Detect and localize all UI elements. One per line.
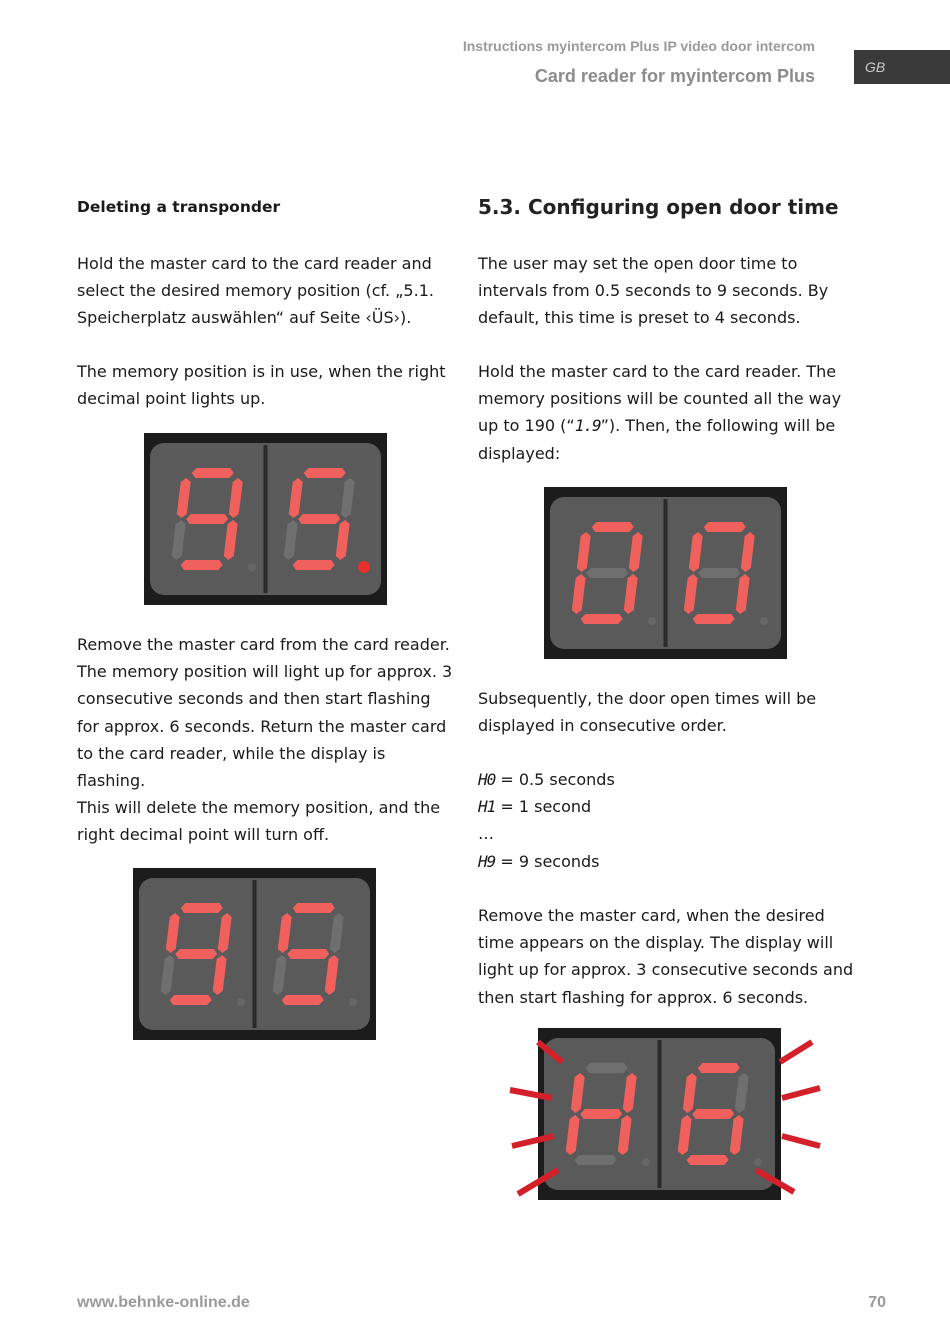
segment-a	[704, 522, 746, 532]
segment-a	[304, 468, 346, 478]
list-item: …	[478, 824, 494, 844]
segment-a	[592, 522, 634, 532]
segment-g	[287, 949, 329, 959]
right-text-1: The user may set the open door time to intervals from 0.5 seconds to 9 seconds. By default, this time is preset to 4 seconds.	[478, 254, 829, 328]
display-95	[133, 868, 376, 1040]
list-item: H9 = 9 seconds	[478, 851, 600, 871]
display-95-dot	[144, 433, 387, 605]
right-paragraph-4	[478, 902, 858, 1011]
right-text-4: Remove the master card, when the desired time appears on the display. The display will light up for approx. 3 consecutive seconds and then start flashing for approx. 6 seconds.	[478, 906, 854, 1007]
display-h6-flashing	[538, 1028, 781, 1200]
segment-g	[698, 568, 740, 578]
decimal-point	[642, 1158, 650, 1166]
right-paragraph-1	[478, 250, 858, 332]
segment-code: H0	[478, 770, 496, 789]
segment-d	[293, 560, 335, 570]
decimal-point	[349, 998, 357, 1006]
segment-a	[698, 1063, 740, 1073]
segment-d	[693, 614, 735, 624]
left-text-3: Remove the master card from the card reader. The memory position will light up for approx. 3 consecutive seconds and then start flashing for approx. 6 seconds. Return the master card to the card reader, while the display is flashing.	[77, 635, 453, 791]
list-item: H0 = 0.5 seconds	[478, 770, 615, 789]
segment-code: H9	[478, 851, 496, 871]
decimal-point	[248, 563, 256, 571]
segment-d	[181, 560, 223, 570]
left-paragraph-1	[77, 250, 457, 332]
segment-d	[170, 995, 212, 1005]
left-paragraph-4	[77, 794, 457, 848]
decimal-point	[760, 617, 768, 625]
flash-ray	[780, 1042, 812, 1062]
segment-g	[580, 1109, 622, 1119]
segment-a	[586, 1063, 628, 1073]
heading-deleting-transponder: Deleting a transponder	[77, 198, 281, 216]
segment-a	[181, 903, 223, 913]
left-text-2: The memory position is in use, when the right decimal point lights up.	[77, 362, 446, 409]
segment-g	[175, 949, 217, 959]
segment-d	[575, 1155, 617, 1165]
decimal-point	[358, 561, 370, 573]
right-text-3: Subsequently, the door open times will be displayed in consecutive order.	[478, 689, 817, 736]
segment-code: H1	[478, 797, 496, 817]
left-text-4: This will delete the memory position, and the right decimal point will turn off.	[77, 798, 441, 845]
display-00	[544, 487, 787, 659]
segment-g	[692, 1109, 734, 1119]
segment-g	[186, 514, 228, 524]
document-title: Instructions myintercom Plus IP video door intercom	[462, 38, 815, 54]
segment-g	[298, 514, 340, 524]
language-tab: GB	[854, 50, 950, 84]
right-paragraph-2	[478, 358, 858, 467]
segment-g	[586, 568, 628, 578]
right-paragraph-3	[478, 685, 858, 739]
decimal-point	[237, 998, 245, 1006]
right-text-2: Hold the master card to the card reader. The memory positions will be counted all the way up to 190 (“1.9”). Then, the following will be displayed:	[478, 362, 842, 463]
footer-url: www.behnke-online.de	[77, 1294, 250, 1311]
page-number: 70	[868, 1294, 886, 1311]
segment-a	[192, 468, 234, 478]
left-text-1: Hold the master card to the card reader and select the desired memory position (cf. „5.1. Speicherplatz auswählen“ auf Seite ‹ÜS›).	[77, 254, 434, 328]
segment-a	[293, 903, 335, 913]
flash-ray	[782, 1136, 820, 1146]
door-time-list	[478, 766, 858, 875]
left-paragraph-2	[77, 358, 457, 412]
heading-configuring-open-door-time: 5.3. Configuring open door time	[478, 195, 839, 219]
segment-d	[687, 1155, 729, 1165]
flash-ray	[782, 1088, 820, 1098]
list-item: H1 = 1 second	[478, 797, 592, 817]
segment-code-inline: 1.9	[574, 416, 601, 436]
segment-d	[581, 614, 623, 624]
section-header: Card reader for myintercom Plus	[534, 66, 815, 86]
left-paragraph-3	[77, 631, 457, 794]
decimal-point	[754, 1158, 762, 1166]
decimal-point	[648, 617, 656, 625]
segment-d	[282, 995, 324, 1005]
